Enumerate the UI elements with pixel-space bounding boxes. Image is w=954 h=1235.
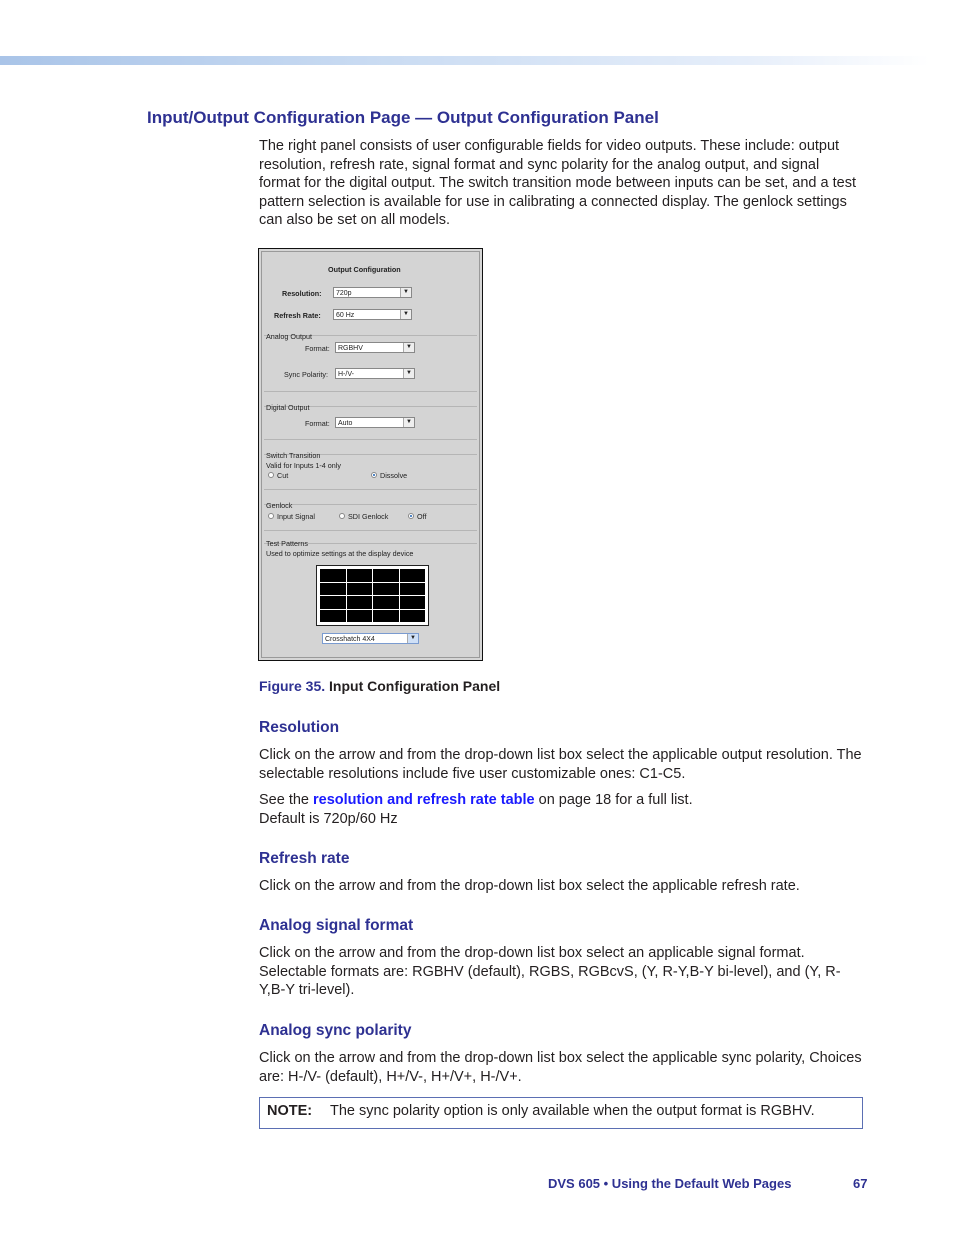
input-signal-radio[interactable] bbox=[268, 513, 274, 519]
sync-polarity-select[interactable] bbox=[335, 368, 415, 379]
sync-polarity-label: Sync Polarity: bbox=[284, 370, 328, 379]
analog-format-select-value: RGBHV bbox=[338, 345, 363, 352]
note-label: NOTE: bbox=[267, 1103, 313, 1119]
section-title: Input/Output Configuration Page — Output Configuration Panel bbox=[147, 108, 659, 127]
refresh-rate-label: Refresh Rate: bbox=[274, 311, 321, 320]
analog-format-label: Format: bbox=[305, 344, 330, 353]
figure-caption bbox=[259, 678, 500, 694]
output-configuration-screenshot bbox=[258, 248, 483, 661]
genlock-heading: Genlock bbox=[266, 501, 293, 510]
footer-title: DVS 605 • Using the Default Web Pages bbox=[548, 1176, 792, 1191]
test-pattern-select-value: Crosshatch 4X4 bbox=[325, 636, 375, 643]
analog-signal-format-paragraph: Click on the arrow and from the drop-down list box select an applicable signal format. Selectable formats are: RGBHV (default), RGBS, RGBcvS, (Y, R-Y,B-Y bi-level), and (Y, R-Y,B-Y tri-level). bbox=[259, 945, 841, 999]
digital-format-select-value: Auto bbox=[338, 420, 353, 427]
chevron-down-icon: ▼ bbox=[400, 288, 411, 297]
resolution-select[interactable] bbox=[333, 287, 412, 298]
digital-format-label: Format: bbox=[305, 419, 330, 428]
after-link-text: on page 18 for a full list. bbox=[534, 792, 693, 808]
genlock-off-radio[interactable] bbox=[408, 513, 414, 519]
dissolve-label: Dissolve bbox=[380, 471, 408, 480]
resolution-paragraph: Click on the arrow and from the drop-down list box select the applicable output resolution. The selectable resolutions include five user customizable ones: C1-C5. bbox=[259, 747, 862, 782]
page-number: 67 bbox=[853, 1176, 868, 1191]
genlock-off-label: Off bbox=[417, 512, 427, 521]
analog-format-select[interactable] bbox=[335, 342, 415, 353]
chevron-down-icon: ▼ bbox=[403, 369, 414, 378]
divider bbox=[264, 439, 477, 440]
figure-caption-text: Input Configuration Panel bbox=[329, 678, 501, 694]
cut-radio[interactable] bbox=[268, 472, 274, 478]
analog-output-heading: Analog Output bbox=[266, 332, 312, 341]
refresh-rate-paragraph: Click on the arrow and from the drop-down list box select the applicable refresh rate. bbox=[259, 878, 800, 894]
chevron-down-icon: ▼ bbox=[407, 634, 418, 643]
cut-label: Cut bbox=[277, 471, 289, 480]
divider bbox=[264, 391, 477, 392]
switch-transition-heading: Switch Transition bbox=[266, 451, 321, 460]
crosshatch-pattern-preview bbox=[316, 565, 429, 626]
analog-sync-polarity-paragraph: Click on the arrow and from the drop-down list box select the applicable sync polarity, Choices are: H-/V- (default), H+/V-, H+/V+, H-/V+. bbox=[259, 1050, 862, 1085]
test-patterns-heading: Test Patterns bbox=[266, 539, 308, 548]
figure-number: Figure 35. bbox=[259, 678, 326, 694]
resolution-table-link[interactable]: resolution and refresh rate table bbox=[313, 792, 535, 808]
resolution-heading: Resolution bbox=[259, 719, 340, 736]
note-box bbox=[259, 1097, 863, 1129]
refresh-rate-select[interactable] bbox=[333, 309, 412, 320]
header-gradient-bar bbox=[0, 56, 930, 65]
divider bbox=[264, 504, 477, 505]
note-text: The sync polarity option is only available when the output format is RGBHV. bbox=[330, 1103, 815, 1119]
analog-sync-polarity-heading: Analog sync polarity bbox=[259, 1022, 412, 1039]
resolution-label: Resolution: bbox=[282, 289, 322, 298]
input-signal-label: Input Signal bbox=[277, 512, 315, 521]
chevron-down-icon: ▼ bbox=[403, 418, 414, 427]
refresh-rate-heading: Refresh rate bbox=[259, 850, 350, 867]
intro-paragraph: The right panel consists of user configurable fields for video outputs. These include: output resolution, refresh rate, signal format and sync polarity for the analog output, and signal format for the digital output. The switch transition mode between inputs can be set, and a test pattern selection is available for use in calibrating a connected display. The genlock settings can also be set on all models. bbox=[259, 138, 856, 229]
chevron-down-icon: ▼ bbox=[400, 310, 411, 319]
digital-output-heading: Digital Output bbox=[266, 403, 310, 412]
sync-polarity-select-value: H-/V- bbox=[338, 371, 354, 378]
refresh-rate-select-value: 60 Hz bbox=[336, 312, 355, 319]
test-patterns-note: Used to optimize settings at the display device bbox=[266, 549, 414, 558]
sdi-genlock-radio[interactable] bbox=[339, 513, 345, 519]
resolution-select-value: 720p bbox=[336, 290, 352, 297]
panel-title: Output Configuration bbox=[328, 265, 401, 274]
resolution-see-paragraph bbox=[259, 791, 863, 828]
test-pattern-select[interactable] bbox=[322, 633, 419, 644]
divider bbox=[264, 489, 477, 490]
see-the-text: See the bbox=[259, 792, 314, 808]
analog-signal-format-heading: Analog signal format bbox=[259, 917, 414, 934]
divider bbox=[264, 530, 477, 531]
dissolve-radio[interactable] bbox=[371, 472, 377, 478]
resolution-default: Default is 720p/60 Hz bbox=[259, 810, 398, 827]
chevron-down-icon: ▼ bbox=[403, 343, 414, 352]
switch-transition-note: Valid for Inputs 1-4 only bbox=[266, 461, 341, 470]
digital-format-select[interactable] bbox=[335, 417, 415, 428]
sdi-genlock-label: SDI Genlock bbox=[348, 512, 389, 521]
